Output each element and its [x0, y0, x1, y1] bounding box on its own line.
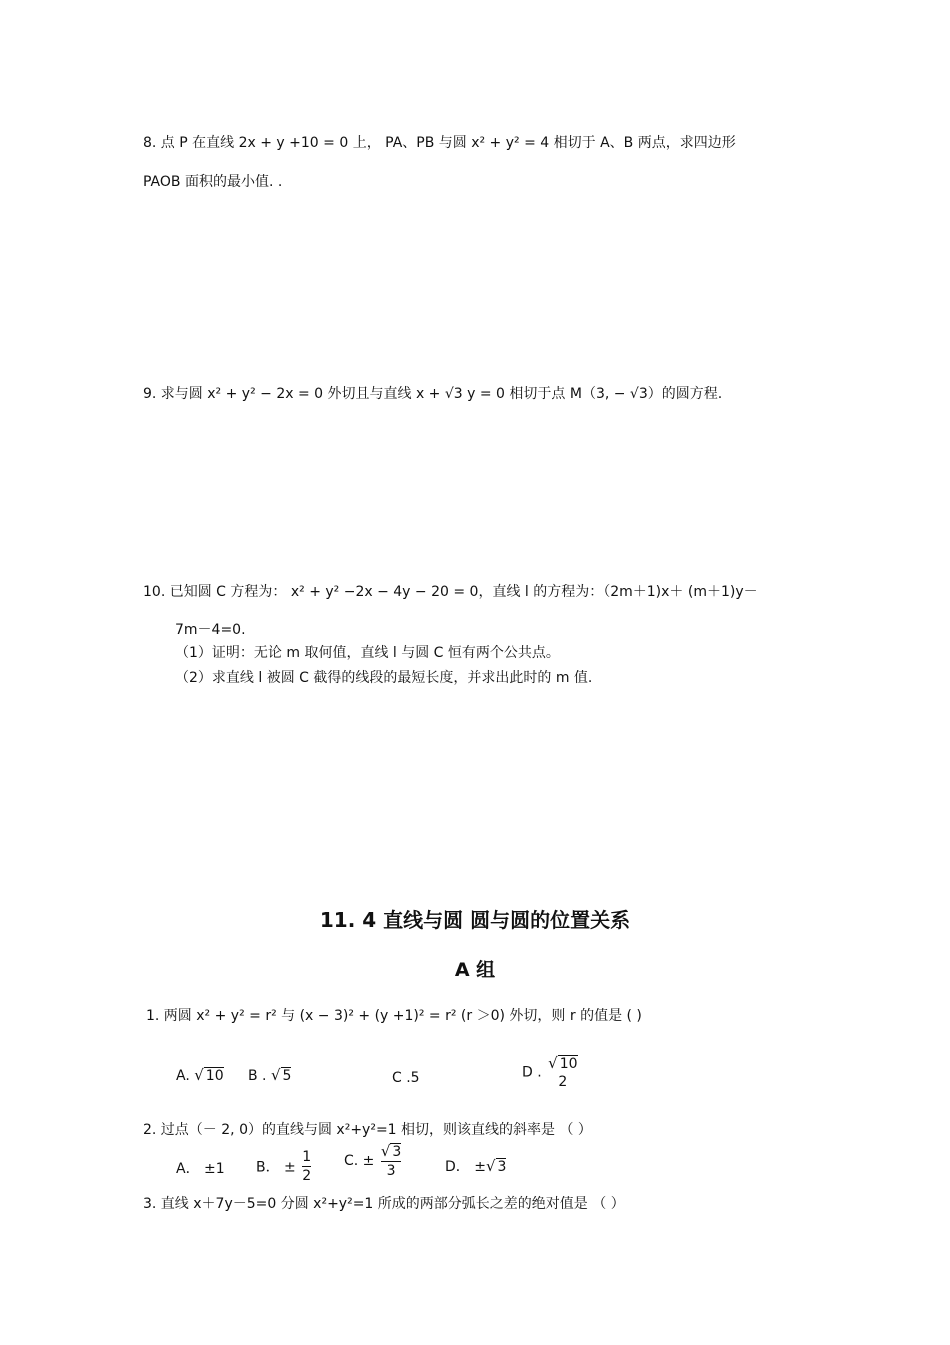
problem-10-part-2: （2）求直线 l 被圆 C 截得的线段的最短长度，并求出此时的 m 值. [175, 670, 593, 686]
question-3-stem: 3. 直线 x＋7y－5=0 分圆 x²+y²=1 所成的两部分弧长之差的绝对值是 （ ） [143, 1196, 625, 1212]
option-b-label: B . [248, 1068, 267, 1084]
option-d-numerator: 10 [559, 1056, 578, 1072]
question-2-option-d [445, 1156, 506, 1176]
question-2-option-b [256, 1148, 313, 1185]
question-1-option-c: C .5 [392, 1070, 420, 1086]
option-d-label: D . [522, 1064, 542, 1081]
problem-10-line-2: 7m－4=0. [175, 622, 246, 638]
option-b-denominator: 2 [302, 1168, 312, 1184]
question-1-option-d [522, 1054, 580, 1091]
group-heading: A 组 [454, 959, 496, 981]
problem-10-line-1: 10. 已知圆 C 方程为： x² + y² −2x − 4y − 20 = 0，直线 l 的方程为：（2m＋1)x＋ (m＋1)y－ [143, 584, 758, 600]
option-d-fraction [548, 1054, 577, 1091]
sqrt-symbol: √ [194, 1066, 204, 1084]
question-1-option-a [176, 1066, 224, 1084]
option-c-label: C. ± [344, 1153, 375, 1169]
sqrt-symbol: √ [270, 1066, 281, 1084]
option-c-numerator: 3 [392, 1144, 402, 1160]
option-c-denominator: 3 [386, 1163, 396, 1179]
question-2-option-c [344, 1142, 403, 1180]
sqrt-symbol: √ [485, 1157, 496, 1175]
question-2-stem: 2. 过点（－ 2, 0）的直线与圆 x²+y²=1 相切，则该直线的斜率是 （ ） [143, 1122, 592, 1138]
section-title: 11. 4 直线与圆 圆与圆的位置关系 [319, 908, 631, 932]
problem-9-line-1: 9. 求与圆 x² + y² − 2x = 0 外切且与直线 x + √3 y = 0 相切于点 M（3, − √3）的圆方程. [143, 386, 723, 402]
question-2-option-a: A． ±1 [176, 1161, 225, 1177]
option-b-numerator: 1 [302, 1149, 312, 1165]
problem-8-line-1: 8. 点 P 在直线 2x + y +10 = 0 上， PA、PB 与圆 x² + y² = 4 相切于 A、B 两点，求四边形 [143, 135, 736, 151]
option-b-label: B． ± [256, 1159, 296, 1176]
option-d-value: 3 [497, 1159, 507, 1175]
question-1-stem: 1. 两圆 x² + y² = r² 与 (x − 3)² + (y +1)² = r² (r ＞0) 外切，则 r 的值是 ( ) [146, 1008, 642, 1024]
problem-8-line-2: PAOB 面积的最小值. . [143, 174, 283, 190]
sqrt-symbol: √ [380, 1142, 391, 1160]
option-d-label: D． ± [445, 1159, 486, 1175]
option-c-fraction [381, 1142, 401, 1180]
option-a-value: 10 [205, 1068, 224, 1084]
option-b-value: 5 [282, 1068, 292, 1084]
question-1-option-b [248, 1066, 291, 1084]
option-b-fraction [302, 1148, 311, 1185]
option-a-label: A. [176, 1068, 190, 1084]
option-d-denominator: 2 [558, 1074, 568, 1090]
problem-10-part-1: （1）证明：无论 m 取何值，直线 l 与圆 C 恒有两个公共点。 [175, 645, 560, 661]
sqrt-symbol: √ [548, 1054, 558, 1072]
